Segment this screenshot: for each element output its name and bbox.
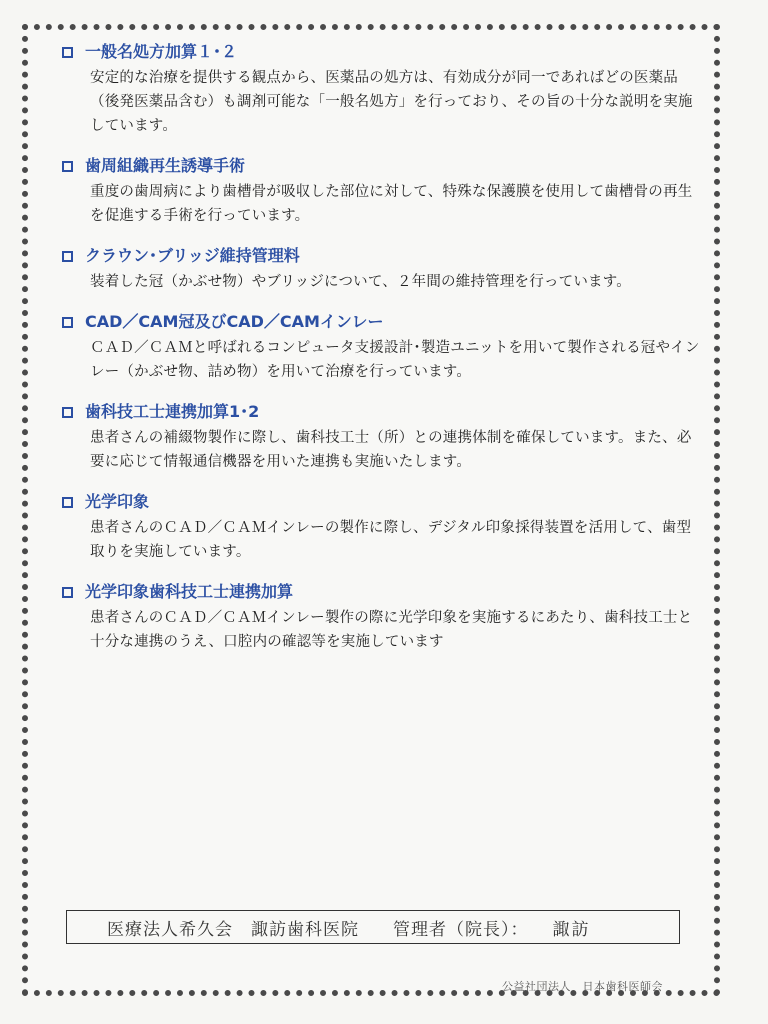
checkbox-icon — [62, 407, 73, 418]
section-body: ＣＡＤ／ＣＡＭと呼ばれるコンピュータ支援設計･製造ユニットを用いて製作される冠やインレー（かぶせ物、詰め物）を用いて治療を行っています。 — [90, 340, 700, 380]
checkbox-icon — [62, 497, 73, 508]
clinic-name: 医療法人希久会 諏訪歯科医院 — [107, 919, 359, 940]
section-heading: 光学印象歯科技工士連携加算 — [85, 582, 294, 601]
section-body: 患者さんのＣＡＤ／ＣＡＭインレー製作の際に光学印象を実施するにあたり、歯科技工士と十分な連携のうえ、口腔内の確認等を実施しています — [90, 610, 693, 650]
section-optical-impression-technician — [62, 580, 702, 654]
section-generic-prescription — [62, 40, 702, 138]
checkbox-icon — [62, 317, 73, 328]
checkbox-icon — [62, 251, 73, 262]
section-optical-impression — [62, 490, 702, 564]
director-name: 諏訪 — [552, 919, 591, 940]
section-heading: 歯科技工士連携加算1･2 — [85, 402, 260, 421]
checkbox-icon — [62, 587, 73, 598]
notice-content — [62, 40, 702, 670]
checkbox-icon — [62, 47, 73, 58]
section-body: 患者さんの補綴物製作に際し、歯科技工士（所）との連携体制を確保しています。また、必要に応じて情報通信機器を用いた連携も実施いたします。 — [90, 430, 692, 470]
section-periodontal-regeneration — [62, 154, 702, 228]
section-heading: 一般名処方加算１･２ — [85, 42, 238, 61]
section-body: 安定的な治療を提供する観点から、医薬品の処方は、有効成分が同一であればどの医薬品（後発医薬品含む）も調剤可能な「一般名処方」を行っており、その旨の十分な説明を実施しています。 — [90, 70, 693, 134]
section-body: 装着した冠（かぶせ物）やブリッジについて、２年間の維持管理を行っています。 — [90, 274, 631, 290]
clinic-footer — [66, 910, 680, 944]
section-heading: 歯周組織再生誘導手術 — [85, 156, 246, 175]
section-body: 患者さんのＣＡＤ／ＣＡＭインレーの製作に際し、デジタル印象採得装置を活用して、歯型取りを実施しています。 — [90, 520, 692, 560]
section-heading: クラウン･ブリッジ維持管理料 — [85, 246, 300, 265]
section-body: 重度の歯周病により歯槽骨が吸収した部位に対して、特殊な保護膜を使用して歯槽骨の再生を促進する手術を行っています。 — [90, 184, 693, 224]
section-heading: 光学印象 — [85, 492, 150, 511]
section-crown-bridge — [62, 244, 702, 294]
section-cad-cam — [62, 310, 702, 384]
section-heading: CAD／CAM冠及びCAD／CAMインレー — [85, 312, 384, 331]
checkbox-icon — [62, 161, 73, 172]
director-label: 管理者（院長）： — [393, 919, 529, 940]
section-technician-collaboration — [62, 400, 702, 474]
association-name: 公益社団法人 日本歯科医師会 — [502, 980, 663, 993]
